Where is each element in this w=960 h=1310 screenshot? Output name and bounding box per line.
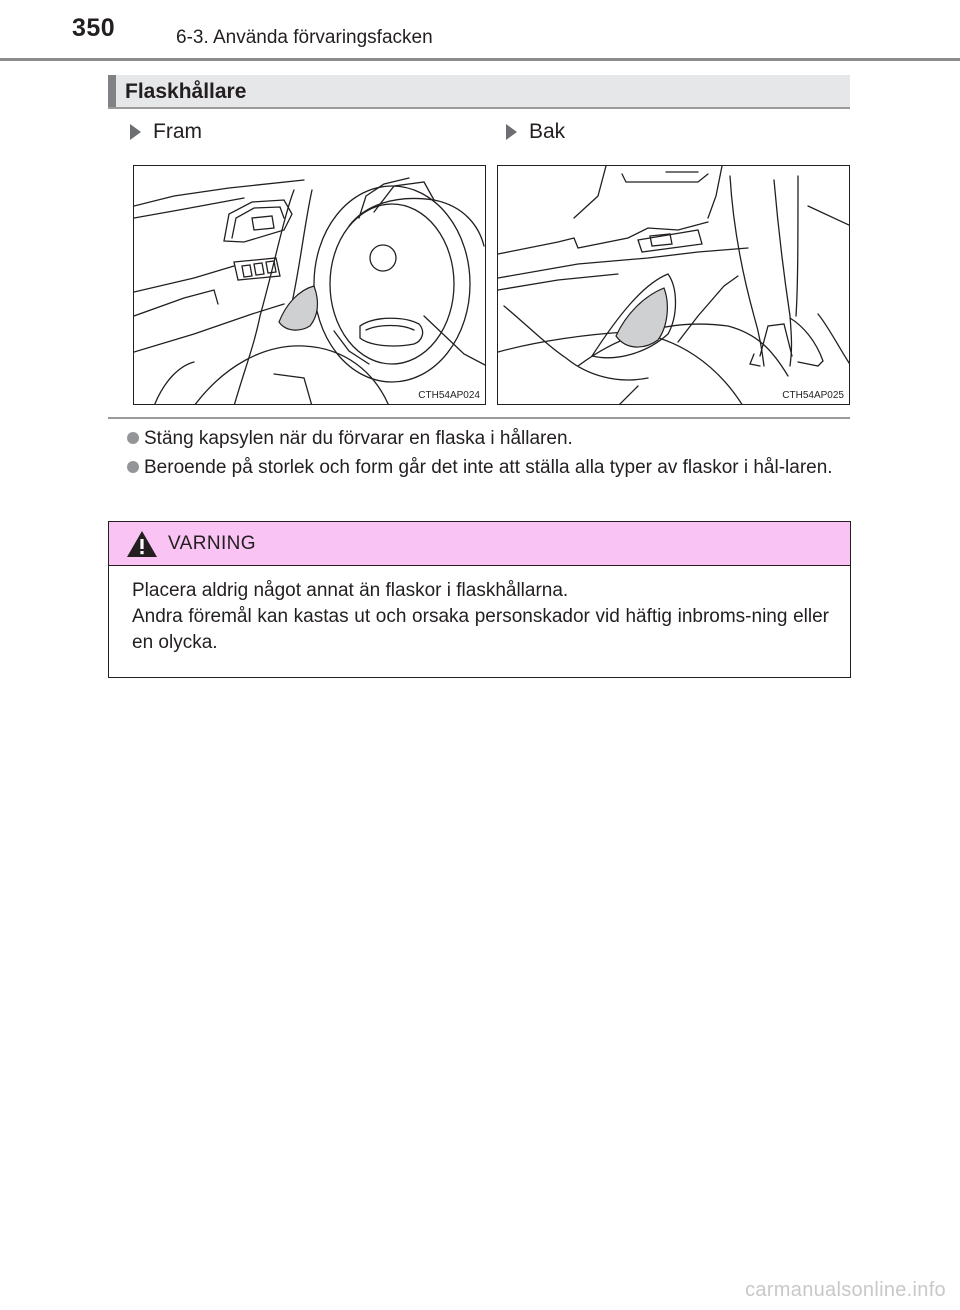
figure-caption-rear-text: Bak <box>529 120 566 143</box>
bullet-dot-icon <box>127 432 139 444</box>
figure-code-front: CTH54AP024 <box>418 390 480 401</box>
warning-header <box>109 522 850 566</box>
bullet-item <box>127 454 852 481</box>
bullet-text: Beroende på storlek och form går det inte att ställa alla typer av flaskor i hål-laren. <box>144 457 833 478</box>
front-door-illustration <box>134 166 486 405</box>
figure-caption-rear <box>506 120 565 144</box>
warning-box <box>108 521 851 678</box>
figure-code-rear: CTH54AP025 <box>782 390 844 401</box>
warning-triangle-icon <box>126 530 158 558</box>
figure-caption-front-text: Fram <box>153 120 202 143</box>
header-rule <box>0 58 960 61</box>
rear-door-illustration <box>498 166 850 405</box>
section-heading-bar <box>108 75 116 107</box>
warning-title: VARNING <box>168 533 256 554</box>
page-number: 350 <box>72 14 116 42</box>
figure-front-bottle-holder <box>133 165 486 405</box>
bullet-text: Stäng kapsylen när du förvarar en flaska i hållaren. <box>144 428 573 449</box>
triangle-right-icon <box>130 124 141 140</box>
watermark: carmanualsonline.info <box>745 1279 946 1301</box>
warning-paragraph: Placera aldrig något annat än flaskor i flaskhållarna. <box>132 580 569 601</box>
figure-rear-bottle-holder <box>497 165 850 405</box>
bullet-dot-icon <box>127 461 139 473</box>
warning-body <box>132 578 829 656</box>
section-heading <box>108 75 850 109</box>
warning-paragraph: Andra föremål kan kastas ut och orsaka personskador vid häftig inbroms-ning eller en olycka. <box>132 606 829 653</box>
triangle-right-icon <box>506 124 517 140</box>
section-title: Flaskhållare <box>125 80 247 103</box>
bullet-item <box>127 425 852 452</box>
figure-caption-front <box>130 120 202 144</box>
chapter-title: 6-3. Använda förvaringsfacken <box>176 27 433 48</box>
content-rule <box>108 417 850 419</box>
